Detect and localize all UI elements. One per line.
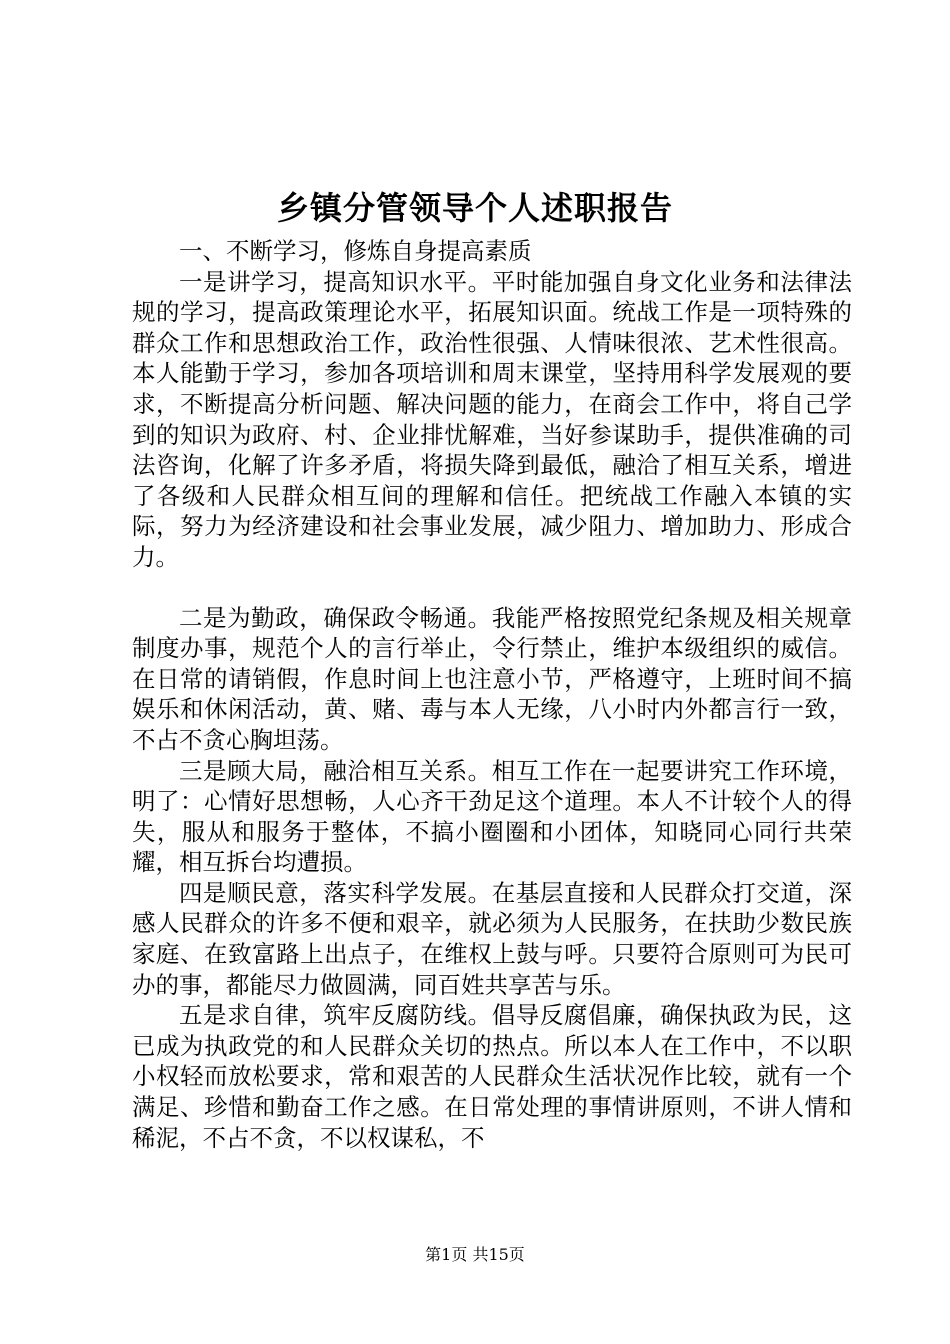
page-number-footer: 第1页 共15页 (425, 1245, 525, 1264)
paragraph-overall-situation: 三是顾大局，融洽相互关系。相互工作在一起要讲究工作环境，明了：心情好思想畅，人心齐干劲足这个道理。本人不计较个人的得失，服从和服务于整体，不搞小圈圈和小团体，知晓同心同行共荣耀，相互拆台均遭损。 (132, 756, 852, 877)
section-heading: 一、不断学习，修炼自身提高素质 (179, 237, 532, 265)
paragraph-public-will: 四是顺民意，落实科学发展。在基层直接和人民群众打交道，深感人民群众的许多不便和艰辛，就必须为人民服务，在扶助少数民族家庭、在致富路上出点子，在维权上鼓与呼。只要符合原则可为民可办的事，都能尽力做圆满，同百姓共享苦与乐。 (132, 878, 852, 999)
paragraph-diligence: 二是为勤政，确保政令畅通。我能严格按照党纪条规及相关规章制度办事，规范个人的言行举止，令行禁止，维护本级组织的威信。在日常的请销假，作息时间上也注意小节，严格遵守，上班时间不搞娱乐和休闲活动，黄、赌、毒与本人无缘，八小时内外都言行一致，不占不贪心胸坦荡。 (132, 603, 852, 754)
document-body (132, 236, 852, 1153)
document-title: 乡镇分管领导个人述职报告 (276, 189, 673, 227)
paragraph-self-discipline: 五是求自律，筑牢反腐防线。倡导反腐倡廉，确保执政为民，这已成为执政党的和人民群众关切的热点。所以本人在工作中，不以职小权轻而放松要求，常和艰苦的人民群众生活状况作比较，就有一个满足、珍惜和勤奋工作之感。在日常处理的事情讲原则，不讲人情和稀泥，不占不贪，不以权谋私，不 (132, 1001, 852, 1152)
paragraph-study: 一是讲学习，提高知识水平。平时能加强自身文化业务和法律法规的学习，提高政策理论水平，拓展知识面。统战工作是一项特殊的群众工作和思想政治工作，政治性很强、人情味很浓、艺术性很高。本人能勤于学习，参加各项培训和周末课堂，坚持用科学发展观的要求，不断提高分析问题、解决问题的能力，在商会工作中，将自己学到的知识为政府、村、企业排忧解难，当好参谋助手，提供准确的司法咨询，化解了许多矛盾，将损失降到最低，融洽了相互关系，增进了各级和人民群众相互间的理解和信任。把统战工作融入本镇的实际，努力为经济建设和社会事业发展，减少阻力、增加助力、形成合力。 (132, 267, 852, 571)
paragraph-gap (132, 573, 852, 603)
